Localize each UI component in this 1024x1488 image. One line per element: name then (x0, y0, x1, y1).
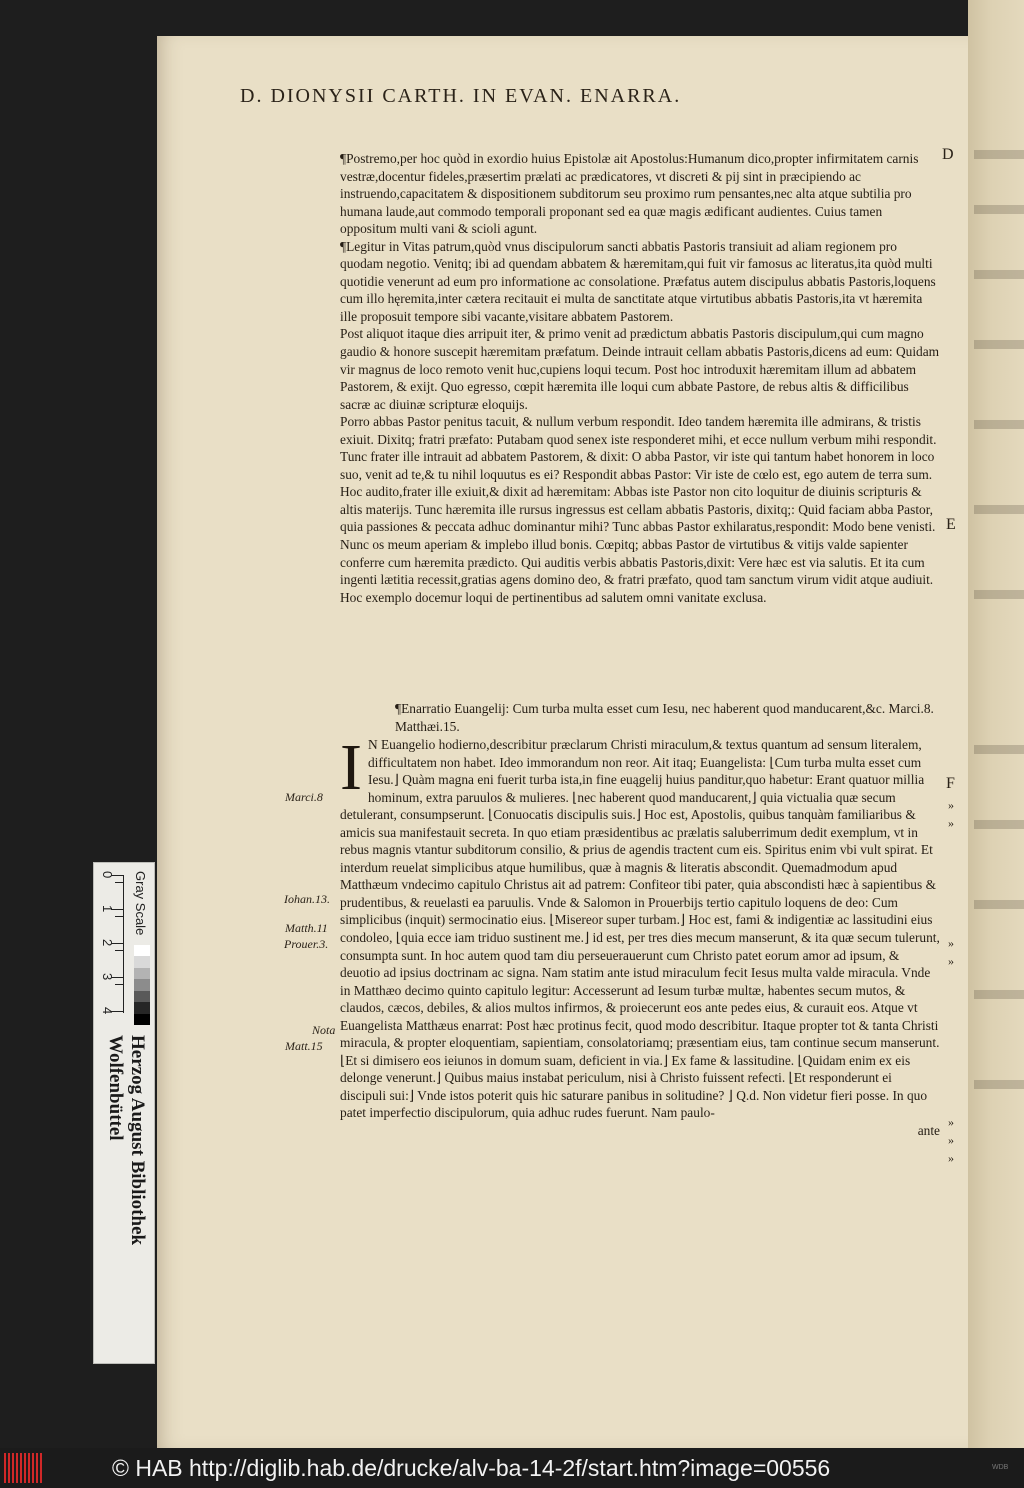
color-scale-card (93, 862, 155, 1364)
library-name-line: Wolfenbüttel (105, 1035, 126, 1141)
adjacent-text-line (974, 745, 1024, 754)
body-text-main (340, 731, 940, 1140)
margin-note: Marci.8 (285, 790, 323, 804)
quote-mark: » (948, 1133, 954, 1147)
ruler-number: 1 (100, 905, 115, 913)
gray-patch (134, 1014, 150, 1025)
ruler-number: 4 (100, 1007, 115, 1015)
library-name (104, 1035, 148, 1245)
margin-note: Nota (312, 1023, 336, 1037)
section-caption-block (340, 700, 940, 735)
ruler-number: 0 (100, 871, 115, 879)
footer-mark: WDB (992, 1464, 1009, 1471)
paragraph: N Euangelio hodierno,describitur præclarum Christi miraculum,& textus quantum ad sensum literalem, difficultatem non habet. Ideo immorandum non reor. Ait itaq; Euangelista: ⌊Cum turba multa esset cum Iesu.⌋ Quàm magna eni fuerit turba ista,in fine euągelij huius panditur,quo habetur: Erant quatuor millia hominum, extra paruulos & mulieres. ⌊nec haberent quod manducarent,⌋ quia victualia quæ secum detulerant, consumpserunt. ⌊Conuocatis discipulis suis.⌋ Hoc est, Apostolis, quibus tanquàm familiaribus & amicis sua manifestauit secreta. In quo etiam præsidentibus ac prælatis saluberrimum dedit exemplum, vt in rebus magnis vtantur subditorum consilio, & prius de agendis tractent cum eis. Spiritus enim vbi vult spirat. Et interdum reuelat simplicibus atque humilibus, quæ à magnis & literatis abscondit. Quemadmodum apud Matthæum vndecimo capitulo Christus ait ad patrem: Confiteor tibi pater, quia abscondisti hæc à sapientibus & prudentibus, & reuelasti ea paruulis. Vnde & Salomon in Prouerbijs tertio capitulo loquens de deo: Cum simplicibus (inquit) sermocinatio eius. ⌊Misereor super turbam.⌋ Hoc est, fami & indigentiæ ac lassitudini eius condoleo, ⌊quia ecce iam triduo sustinent me.⌋ id est, per tres dies mecum manserunt, & ita quæ secum tulerunt, consumpta sunt. In hoc autem quod tam diu perseuerauerunt cum Christo patet eorum amor ad ipsum, & deuotio ad ipsius doctrinam ac signa. Nam statim ante istud miraculum fecit Iesus multa valde miracula. Vnde in Matthæo decimo quinto capitulo legitur: Accesserunt ad Iesum turbæ multæ, habentes secum mutos, & claudos, cæcos, debiles, & alios multos infirmos, & proiecerunt eos ante pedes eius, & curauit eos. Atque vt Euangelista Matthæus enarrat: Post hæc protinus fecit, quod modo describitur. Itaque propter tot & tanta Christi miracula, & propter eloquentiam, sapientiam, consolatoriamq; præsentiam eius, tam continue secum manserunt. ⌊Et si dimisero eos ieiunos in domum suam, deficient in via.⌋ Ex fame & lassitudine. ⌊Quidam enim ex eis delonge venerunt.⌋ Quibus maius instabat periculum, nisi à Christo fuissent refecti. ⌊Et responderunt ei discipuli sui:⌋ Vnde istos poterit quis hic saturare panibus in solitudine? ⌋ Q.d. Non videtur fieri posse. In quo patet imperfectio discipulorum, quia adhuc rudes fuerunt. Nam paulo- (340, 737, 940, 1121)
adjacent-text-line (974, 820, 1024, 829)
adjacent-text-line (974, 900, 1024, 909)
quote-mark: » (948, 954, 954, 968)
ruler-number: 3 (100, 973, 115, 981)
margin-note: Matth.11 (285, 921, 328, 935)
paragraph: ¶Postremo,per hoc quòd in exordio huius Epistolæ ait Apostolus:Humanum dico,propter infirmitatem carnis vestræ,docentur fideles,præsertim prælati ac prædicatores, vt discreti & pij sint in præcipiendo ac instruendo,capacitatem & dispositionem subditorum seu proximo rum pensantes,nec alta atque subtilia pro humana laude,aut commodo temporali proponant sed ea quæ magis ædificant audientes. Cuius tamen oppositum multi vani & scioli agunt. (340, 151, 919, 237)
gray-patch (134, 945, 150, 956)
margin-note: Matt.15 (285, 1039, 323, 1053)
gray-patch (134, 979, 150, 990)
adjacent-text-line (974, 150, 1024, 159)
paragraph: Post aliquot itaque dies arripuit iter, & primo venit ad prædictum abbatis Pastoris discipulum,qui cum magno gaudio & honore suscepit hæremitam præfatum. Deinde intrauit cellam abbatis Pastoris,dicens ad eum: Quidam vir magnus de loco remoto venit huc,cupiens loqui tecum. Post hoc introduxit hæremitam illum ad abbatem Pastorem, & exijt. Quo egresso, cœpit hæremita ille loqui cum abbate Pastore, de rebus altis & difficilibus sacræ ac diuinæ scripturæ eloquijs. (340, 326, 940, 412)
quote-mark: » (948, 816, 954, 830)
adjacent-text-line (974, 590, 1024, 599)
section-marker-f: F (946, 775, 955, 792)
quote-mark: » (948, 1151, 954, 1165)
quote-mark: » (948, 936, 954, 950)
section-marker-e: E (946, 516, 956, 533)
margin-note: Prouer.3. (284, 937, 329, 951)
gray-patch (134, 968, 150, 979)
footer-bar (0, 1448, 1024, 1488)
adjacent-text-line (974, 270, 1024, 279)
color-scale-rotated (94, 863, 154, 1363)
adjacent-text-line (974, 990, 1024, 999)
section-marker-d: D (942, 146, 954, 163)
gray-scale-patches (134, 945, 150, 1025)
running-header: D. DIONYSII CARTH. IN EVAN. ENARRA. (240, 85, 682, 107)
gray-patch (134, 956, 150, 967)
hab-logo (4, 1453, 44, 1483)
catchword: ante (917, 1123, 940, 1139)
adjacent-page-edge (968, 0, 1024, 1448)
ruler-number: 2 (100, 939, 115, 947)
adjacent-text-line (974, 205, 1024, 214)
adjacent-text-line (974, 505, 1024, 514)
gray-patch (134, 991, 150, 1002)
adjacent-text-line (974, 420, 1024, 429)
drop-initial: I (340, 731, 362, 804)
quote-mark: » (948, 798, 954, 812)
quote-mark: » (948, 1115, 954, 1129)
adjacent-text-line (974, 340, 1024, 349)
section-caption: ¶Enarratio Euangelij: Cum turba multa esset cum Iesu, nec haberent quod manducarent,&c. Marci.8. Matthæi.15. (395, 701, 934, 734)
paragraph: Porro abbas Pastor penitus tacuit, & nullum verbum respondit. Ideo tandem hæremita ille admirans, & tristis exiuit. Dixitq; fratri præfato: Putabam quod senex iste responderet mihi, et ecce nullum verbum mihi respondit. Tunc frater ille intrauit ad abbatem Pastorem, & dixit: O abba Pastor, vir iste qui tantum habet honorem in loco suo, venit ad te,& tu nihil loquutus es ei? Respondit abbas Pastor: Vir iste de cœlo est, ego autem de terra sum. Hoc audito,frater ille exiuit,& dixit ad hæremitam: Abbas iste Pastor non cito loquitur de diuinis scripturis & altis materijs. Tunc hæremita ille rursus ingressus est cellam abbatis Pastoris, dixitq;: Quid faciam abba Pastor, quia passiones & peccata adhuc dominantur mihi? Tunc abbas Pastor exhilaratus,respondit: Modo bene venisti. Nunc os meum aperiam & implebo illud bonis. Cœpitq; abbas Pastor de virtutibus & vitijs valde sapienter conferre cum hæremita prædicto. Qui auditis verbis abbatis Pastoris,dixit: Vere hæc est via salutis. Et ita cum ingenti lætitia recessit,gratias agens domino deo, & fratri præfato, quod tam sanctum virum vidit atque audiuit. Hoc exemplo docemur loqui de pertinentibus ad salutem omni vanitate exclusa. (340, 414, 937, 605)
library-name-line: Herzog August Bibliothek (127, 1035, 148, 1246)
gray-patch (134, 1002, 150, 1013)
margin-note: Iohan.13. (284, 892, 330, 906)
adjacent-text-line (974, 1080, 1024, 1089)
cm-ruler (99, 871, 124, 1015)
copyright-url: © HAB http://diglib.hab.de/drucke/alv-ba-14-2f/start.htm?image=00556 (112, 1455, 831, 1481)
gray-scale-label: Gray Scale (133, 871, 148, 936)
body-text-top (340, 150, 940, 606)
paragraph: ¶Legitur in Vitas patrum,quòd vnus discipulorum sancti abbatis Pastoris transiuit ad aliam regionem pro quodam negotio. Venitq; ibi ad quendam abbatem & hæremitam,qui fuit vir famosus ac literatus,ita quòd multi quotidie venerunt ad eum pro informatione ac consolatione. Præfatus autem discipulus abbatis Pastoris,loquens cum illo hęremita,inter cætera recitauit ei multa de sanctitate atque virtutibus abbatis Pastoris,ita vt hæremita ille proposuit tempore sibi vacante,visitare abbatem Pastorem. (340, 238, 936, 324)
